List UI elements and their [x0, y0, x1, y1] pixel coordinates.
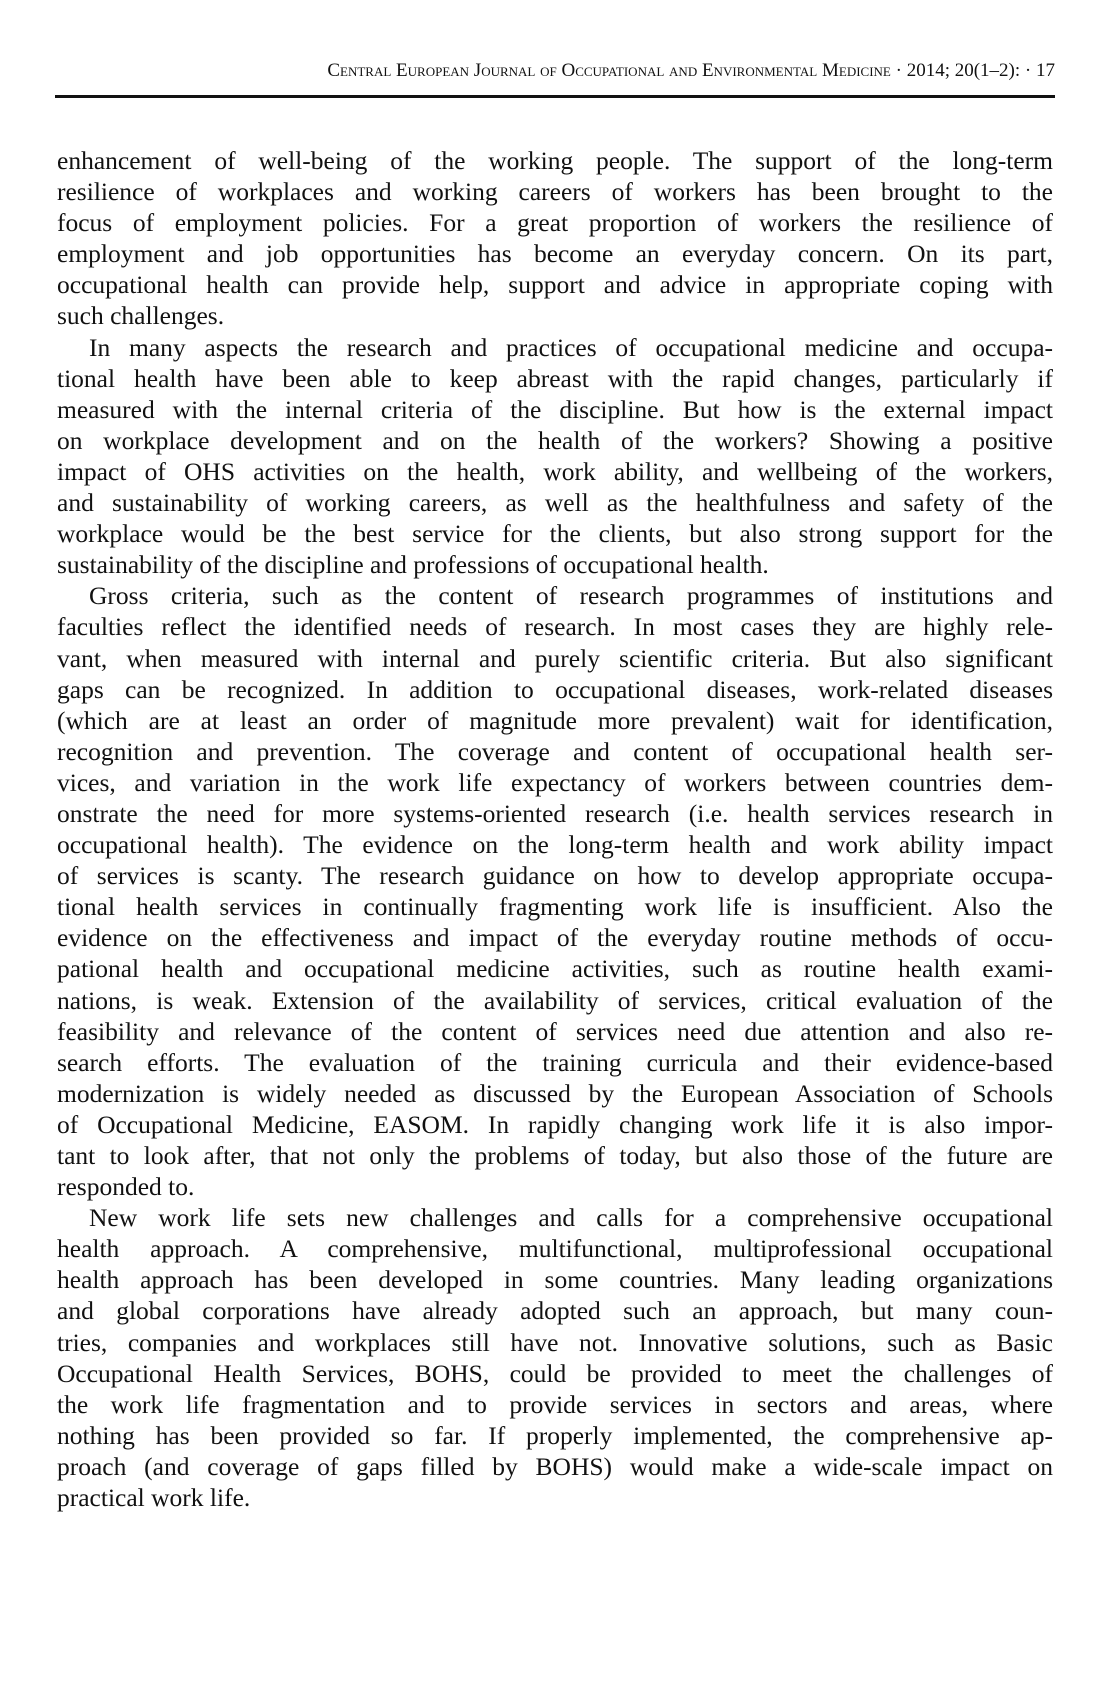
- text-line: faculties reflect the identified needs of research. In most cases they are highly rele-: [57, 612, 1053, 642]
- text-line: occupational health can provide help, support and advice in appropriate coping with: [57, 270, 1053, 300]
- text-line: enhancement of well-being of the working people. The support of the long-term: [57, 146, 1053, 175]
- text-line: practical work life.: [57, 1483, 251, 1513]
- text-line: tional health services in continually fragmenting work life is insufficient. Also the: [57, 892, 1053, 922]
- text-line: workplace would be the best service for the clients, but also strong support for the: [57, 519, 1053, 549]
- text-line: nothing has been provided so far. If properly implemented, the comprehensive ap-: [57, 1420, 1053, 1450]
- text-line: tant to look after, that not only the problems of today, but also those of the future are: [57, 1141, 1053, 1170]
- text-line: New work life sets new challenges and calls for a comprehensive occupational: [89, 1203, 1053, 1233]
- text-line: and global corporations have already adopted such an approach, but many coun-: [57, 1296, 1053, 1326]
- text-line: search efforts. The evaluation of the training curricula and their evidence-based: [57, 1047, 1053, 1077]
- text-line: the work life fragmentation and to provide services in sectors and areas, where: [57, 1389, 1053, 1419]
- text-line: Occupational Health Services, BOHS, could be provided to meet the challenges of: [57, 1358, 1053, 1388]
- text-line: modernization is widely needed as discussed by the European Association of Schools: [57, 1078, 1053, 1108]
- text-line: responded to.: [57, 1172, 195, 1202]
- citation-info: · 2014; 20(1–2): · 17: [890, 60, 1055, 81]
- text-line: health approach has been developed in some countries. Many leading organizations: [57, 1265, 1053, 1295]
- text-line: vices, and variation in the work life expectancy of workers between countries dem-: [57, 767, 1053, 797]
- text-line: tries, companies and workplaces still have not. Innovative solutions, such as Basic: [57, 1327, 1053, 1357]
- text-line: nations, is weak. Extension of the availability of services, critical evaluation of the: [57, 985, 1053, 1015]
- text-line: gaps can be recognized. In addition to occupational diseases, work-related diseases: [57, 674, 1053, 704]
- text-line: vant, when measured with internal and purely scientific criteria. But also significant: [57, 643, 1053, 673]
- paragraph-1: [57, 145, 1053, 332]
- article-body: [57, 145, 1053, 1513]
- journal-title: Central European Journal of Occupational and Environmental Medicine: [327, 60, 891, 81]
- text-line: Gross criteria, such as the content of research programmes of institutions and: [89, 581, 1053, 611]
- text-line: impact of OHS activities on the health, work ability, and wellbeing of the workers,: [57, 456, 1053, 486]
- text-line: tional health have been able to keep abreast with the rapid changes, particularly if: [57, 363, 1053, 393]
- text-line: such challenges.: [57, 301, 225, 331]
- text-line: employment and job opportunities has become an everyday concern. On its part,: [57, 239, 1053, 269]
- text-line: onstrate the need for more systems-oriented research (i.e. health services research in: [57, 798, 1053, 828]
- text-line: sustainability of the discipline and professions of occupational health.: [57, 550, 769, 580]
- text-line: proach (and coverage of gaps filled by BOHS) would make a wide-scale impact on: [57, 1451, 1053, 1481]
- paragraph-4: [57, 1202, 1053, 1513]
- text-line: of services is scanty. The research guidance on how to develop appropriate occupa-: [57, 861, 1053, 891]
- text-line: evidence on the effectiveness and impact of the everyday routine methods of occu-: [57, 923, 1053, 953]
- running-header: [55, 60, 1055, 88]
- text-line: In many aspects the research and practices of occupational medicine and occupa-: [89, 332, 1053, 362]
- text-line: measured with the internal criteria of the discipline. But how is the external impact: [57, 394, 1053, 424]
- text-line: resilience of workplaces and working careers of workers has been brought to the: [57, 177, 1053, 207]
- text-line: pational health and occupational medicine activities, such as routine health exami-: [57, 954, 1053, 984]
- text-line: focus of employment policies. For a great proportion of workers the resilience of: [57, 208, 1053, 238]
- text-line: and sustainability of working careers, as well as the healthfulness and safety of the: [57, 488, 1053, 518]
- text-line: feasibility and relevance of the content of services need due attention and also re-: [57, 1016, 1053, 1046]
- text-line: (which are at least an order of magnitude more prevalent) wait for identification,: [57, 705, 1053, 735]
- paragraph-2: [57, 332, 1053, 581]
- text-line: on workplace development and on the health of the workers? Showing a positive: [57, 425, 1053, 455]
- header-rule: [55, 95, 1055, 98]
- text-line: health approach. A comprehensive, multifunctional, multiprofessional occupational: [57, 1234, 1053, 1264]
- text-line: of Occupational Medicine, EASOM. In rapidly changing work life it is also impor-: [57, 1109, 1053, 1139]
- text-line: recognition and prevention. The coverage and content of occupational health ser-: [57, 736, 1053, 766]
- text-line: occupational health). The evidence on the long-term health and work ability impact: [57, 830, 1053, 860]
- paragraph-3: [57, 580, 1053, 1202]
